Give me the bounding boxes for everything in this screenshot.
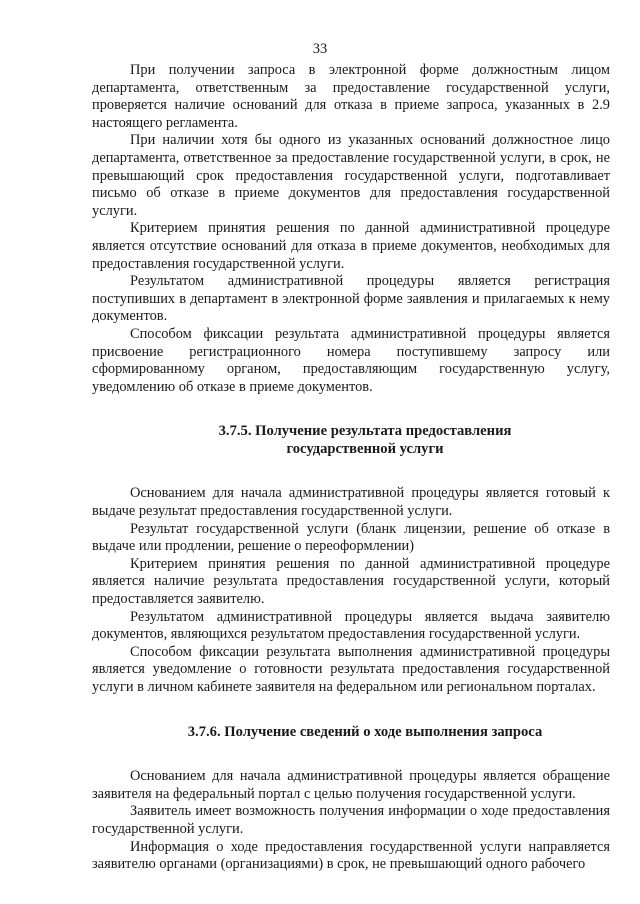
section-heading-line: 3.7.5. Получение результата предоставления (218, 423, 512, 440)
page-content (92, 62, 610, 874)
paragraph: Способом фиксации результата административной процедуры является присвоение регистрационного номера поступившему запросу или сформированному органом, предоставляющим государственную услугу, уведомлению об отказе в приеме документов. (92, 325, 610, 395)
paragraph: Результатом административной процедуры является выдача заявителю документов, являющихся результатом предоставления государственной услуги. (92, 608, 610, 643)
paragraph: При наличии хотя бы одного из указанных оснований должностное лицо департамента, ответственное за предоставление государственной услуги, в срок, не превышающий срок предоставления государственной услуги, подготавливает письмо об отказе в приеме документов для предоставления государственной услуги. (92, 132, 610, 219)
paragraph: Основанием для начала административной процедуры является обращение заявителя на федеральный портал с целью получения государственной услуги. (92, 768, 610, 802)
paragraph: Основанием для начала административной процедуры является готовый к выдаче результат предоставления государственной услуги. (92, 485, 610, 520)
paragraph: Результатом административной процедуры является регистрация поступивших в департамент в электронной форме заявления и прилагаемых к нему документов. (92, 273, 610, 325)
section-heading-line: государственной услуги (286, 440, 444, 457)
page-number: 33 (312, 41, 328, 57)
paragraph: Критерием принятия решения по данной административной процедуре является наличие результата предоставления государственной услуги, который предоставляется заявителю. (92, 555, 610, 608)
paragraph: Заявитель имеет возможность получения информации о ходе предоставления государственной услуги. (92, 803, 610, 837)
paragraph: При получении запроса в электронной форме должностным лицом департамента, ответственным за предоставление государственной услуги, проверяется наличие оснований для отказа в приеме запроса, указанных в 2.9 настоящего регламента. (92, 62, 610, 131)
section-heading-3-7-5 (92, 423, 610, 458)
paragraph: Способом фиксации результата выполнения административной процедуры является уведомление о готовности результата предоставления государственной услуги в личном кабинете заявителя на федеральном или региональном порталах. (92, 643, 610, 695)
paragraph: Результат государственной услуги (бланк лицензии, решение об отказе в выдаче или продлении, решение о переоформлении) (92, 520, 610, 555)
paragraph: Информация о ходе предоставления государственной услуги направляется заявителю органами (организациями) в срок, не превышающий одного рабочего (92, 838, 610, 873)
paragraph: Критерием принятия решения по данной административной процедуре является отсутствие оснований для отказа в приеме документов, необходимых для предоставления государственной услуги. (92, 220, 610, 272)
section-heading-3-7-6: 3.7.6. Получение сведений о ходе выполнения запроса (187, 723, 543, 740)
